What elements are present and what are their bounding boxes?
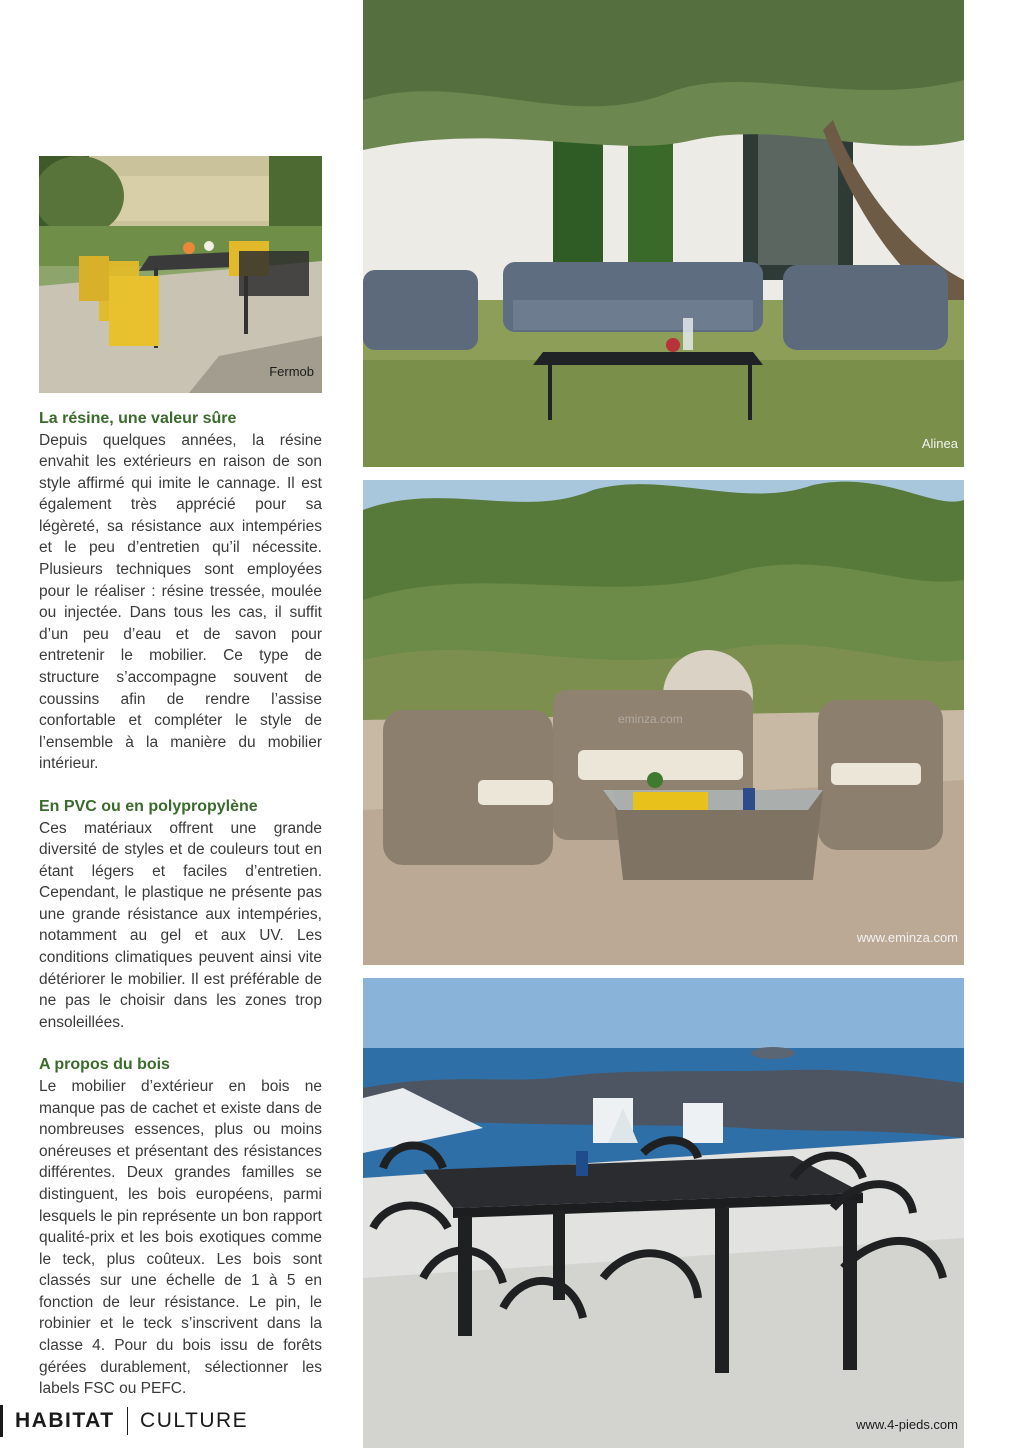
- photo-eminza-credit: www.eminza.com: [856, 930, 958, 945]
- footer-accent-bar: [0, 1405, 3, 1437]
- photo-alinea-illustration: [363, 0, 964, 467]
- section-body-resine: Depuis quelques années, la résine envahit les extérieurs en raison de son style affirmé qui imite le cannage. Il est également très apprécié pour sa légèreté, sa résistance aux intempéries et le peu d’entretien qu’il nécessite. Plusieurs techniques sont employées pour le réaliser : résine tressée, moulée ou injectée. Dans tous les cas, il suffit d’un peu d’eau et de savon pour entretenir le mobilier. Ce type de structure s’accompagne souvent de coussins afin de rendre l’assise confortable et compléter le style de l’ensemble à la manière du mobilier intérieur.: [39, 431, 322, 773]
- section-body-bois: Le mobilier d’extérieur en bois ne manque pas de cachet et existe dans de nombreuses essences, plus ou moins onéreuses et présentant des résistances différentes. Deux grandes familles se distinguent, les bois européens, parmi lesquels le pin représente un bon rapport qualité-prix et les bois exotiques comme le teck, plus coûteux. Les bois sont classés sur une échelle de 1 à 5 en fonction de leur résistance. Le pin, le robinier et le teck s’inscrivent dans la classe 4. Pour du bois issu de forêts gérées durablement, sélectionner les labels FSC ou PEFC.: [39, 1077, 322, 1398]
- photo-alinea: [363, 0, 964, 467]
- photo-eminza: [363, 480, 964, 965]
- section-body-pvc: Ces matériaux offrent une grande diversité de styles et de couleurs tout en étant légers et faciles d’entretien. Cependant, le plastique ne présente pas une grande résistance aux intempéries, notamment au gel et aux UV. Les conditions climatiques peuvent ainsi vite détériorer le mobilier. Il est préférable de ne pas le choisir dans les zones trop ensoleillées.: [39, 819, 322, 1031]
- photo-fermob: [39, 156, 322, 393]
- footer-divider: [127, 1407, 129, 1435]
- photo-eminza-watermark: eminza.com: [618, 712, 683, 726]
- article-column: [39, 408, 322, 1421]
- footer-section: HABITAT: [15, 1409, 115, 1432]
- section-title-bois: A propos du bois: [39, 1056, 170, 1074]
- photo-fermob-credit: Fermob: [269, 364, 314, 379]
- photo-alinea-credit: Alinea: [921, 436, 958, 451]
- page-footer: [0, 1404, 248, 1438]
- section-title-resine: La résine, une valeur sûre: [39, 410, 237, 427]
- footer-subsection: CULTURE: [140, 1409, 249, 1432]
- section-title-pvc: En PVC ou en polypropylène: [39, 798, 258, 815]
- photo-4-pieds-illustration: [363, 978, 964, 1448]
- photo-fermob-illustration: [39, 156, 322, 393]
- photo-4-pieds-credit: www.4-pieds.com: [856, 1417, 958, 1432]
- photo-4-pieds: [363, 978, 964, 1448]
